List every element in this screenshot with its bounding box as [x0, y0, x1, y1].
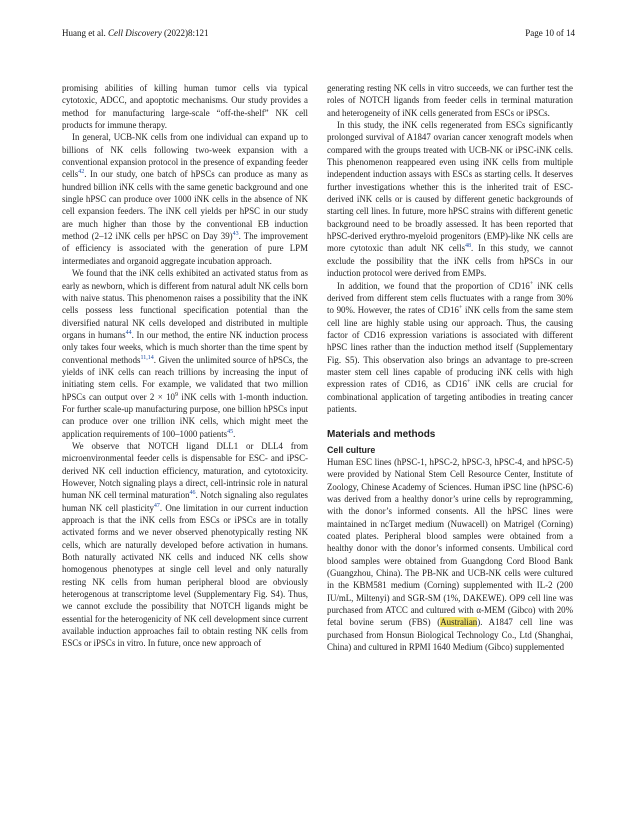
citation-link[interactable]: 43 [232, 231, 239, 238]
left-column [62, 82, 308, 650]
header-journal: Cell Discovery [107, 28, 162, 38]
paragraph: We observe that NOTCH ligand DLL1 or DLL4 from microenvironmental feeder cells is dispensable for ESC- and iPSC-derived NK cell induction efficiency, maturation, and cytotoxicity. However, Notch signaling plays a direct, cell-intrinsic role in natural human NK cell terminal maturation$^{46}$. Notch signaling also regulates human NK cell plasticity$^{47}$. One limitation in our current induction approach is that the iNK cells from ESCs or iPSCs are in totally activated forms and we never observed phenotypically resting NK cells, which are naturally developed before activation in humans. Both naturally activated NK cells and induced NK cells show homogenous phenotypes at single cell level and only naturally resting NK cells from human peripheral blood are obviously heterogenous at transcriptome level (Supplementary Fig. S4). Thus, we cannot exclude the possibility that NOTCH ligands might be essential for the heterogenicity of NK cell development since current available induction approaches fail to obtain resting NK cells from ESCs or iPSCs in vitro. In future, once new approach of [62, 440, 309, 649]
running-head [62, 28, 208, 38]
paragraph: In this study, the iNK cells regenerated from ESCs significantly prolonged survival of A1847 ovarian cancer xenograft models when compared with the groups treated with UCB-NK or iPSC-iNK cells. This phenomenon reappeared even using iNK cells from multiple independent induction assays with ESCs as starting cells. It deserves further investigations whether this is the inherited trait of ESC-derived iNK cells or is caused by different genetic backgrounds of starting cell lines. In future, more hPSC strains with different genetic background need to be broadly assessed. It has been reported that hPSC-derived erythro-myeloid progenitors (EMP)-like NK cells are more cytotoxic than adult NK cells$^{48}$. In this study, we cannot exclude the possibility that the iNK cells from hPSCs in our induction protocol were derived from EMPs. [327, 120, 573, 279]
superscript: + [466, 379, 471, 386]
citation-link[interactable]: 11,14 [140, 354, 154, 361]
citation-link[interactable]: 45 [227, 428, 234, 435]
page-header [62, 28, 575, 38]
page-number: Page 10 of 14 [525, 28, 575, 38]
superscript: + [529, 280, 534, 287]
paragraph: In addition, we found that the proportion of CD16+ iNK cells derived from different stem cells fluctuates with a range from 30% to 90%. However, the rates of CD16+ iNK cells from the same stem cell line are highly stable using our approach. Thus, the causing factor of CD16 expression variations is associated with different hPSC lines rather than the induction method itself (Supplementary Fig. S5). This observation also brings an advantage to pre-screen master stem cell lines capable of producing iNK cells with high expression rates of CD16, as CD16+ iNK cells are crucial for combinational application of targeting antibodies in treating cancer patients. [327, 280, 574, 414]
citation-link[interactable]: 44 [125, 329, 132, 336]
right-column [327, 82, 573, 653]
citation-link[interactable]: 42 [78, 169, 85, 176]
paragraph: In general, UCB-NK cells from one individual can expand up to billions of NK cells following two-week expansion with a conventional expansion protocol in the presence of expanding feeder cells$^{42}$. In our study, one batch of hPSCs can produce as many as hundred billion iNK cells with the same genetic background and one single hPSC can produce over 1000 iNK cells in the absence of NK cell expansion feeders. The iNK cell yields per hPSC in our study are much higher than those by the conventional EB induction method (2–12 iNK cells per hPSC on Day 39)$^{43}$. The improvement of efficiency is associated with the generation of pure LPM intermediates and organoid aggregate incubation approach. [62, 132, 308, 266]
subsection-heading: Cell culture [327, 444, 376, 455]
header-authors: Huang et al. [62, 28, 106, 38]
citation-link[interactable]: 47 [153, 502, 160, 509]
paragraph: We found that the iNK cells exhibited an activated status from as early as newborn, which is different from natural adult NK cells born with naive status. This phenomenon raises a possibility that the iNK cells possess less functional specification potential than the diversified natural NK cells developed and distributed in multiple organs in humans$^{44}$. In our method, the entire NK induction process only takes four weeks, which is much shorter than the time spent by conventional methods$^{11,14}$. Given the unlimited source of hPSCs, the yields of iNK cells can reach trillions by increasing the input of initiating stem cells. For example, we validated that two million hPSCs can output over $2 \times 10^9$ iNK cells with 1-month induction. For further scale-up manufacturing purpose, one billion hPSCs input can produce over one trillion iNK cells, which might meet the application requirements of 100–1000 patients$^{45}$. [62, 268, 308, 439]
header-citation: (2022)8:121 [163, 28, 209, 38]
section-heading: Materials and methods [327, 429, 436, 441]
exponent: 9 [174, 391, 178, 398]
highlighted-text[interactable]: Australian [440, 617, 478, 628]
citation-link[interactable]: 48 [465, 243, 472, 250]
paragraph: Human ESC lines (hPSC-1, hPSC-2, hPSC-3, hPSC-4, and hPSC-5) were provided by National Stem Cell Resource Center, Institute of Zoology, Chinese Academy of Sciences. Human iPSC line (hPSC-6) was derived from a healthy donor’s urine cells by reprogramming, with the donor’s informed consents. All the hPSC lines were maintained in ncTarget medium (Nuwacell) on Matrigel (Corning) coated plates. Peripheral blood samples were obtained from a healthy donor with the donor’s informed consents. Umbilical cord blood samples were obtained from Guangdong Cord Blood Bank (Guangzhou, China). The PB-NK and UCB-NK cells were cultured in the KBM581 medium (Corning) supplemented with IL-2 (200 IU/mL, Miltenyi) and SGR-SM (1%, DAKEWE). OP9 cell line was purchased from ATCC and cultured with α-MEM (Gibco) with 20% fetal bovine serum (FBS) (Australian). A1847 cell line was purchased from Honsun Biological Technology Co., Ltd (Shanghai, China) and cultured in RPMI 1640 Medium (Gibco) supplemented [327, 456, 573, 653]
citation-link[interactable]: 46 [189, 490, 196, 497]
paragraph: generating resting NK cells in vitro succeeds, we can further test the roles of NOTCH ligands from feeder cells in terminal maturation and heterogeneity of iNK cells generated from ESCs or iPSCs. [327, 83, 573, 118]
paragraph: promising abilities of killing human tumor cells via typical cytotoxic, ADCC, and apoptotic mechanisms. Our study provides a method for manufacturing large-scale “off-the-shelf” NK cell products for immune therapy. [62, 83, 308, 131]
superscript: + [458, 305, 463, 312]
